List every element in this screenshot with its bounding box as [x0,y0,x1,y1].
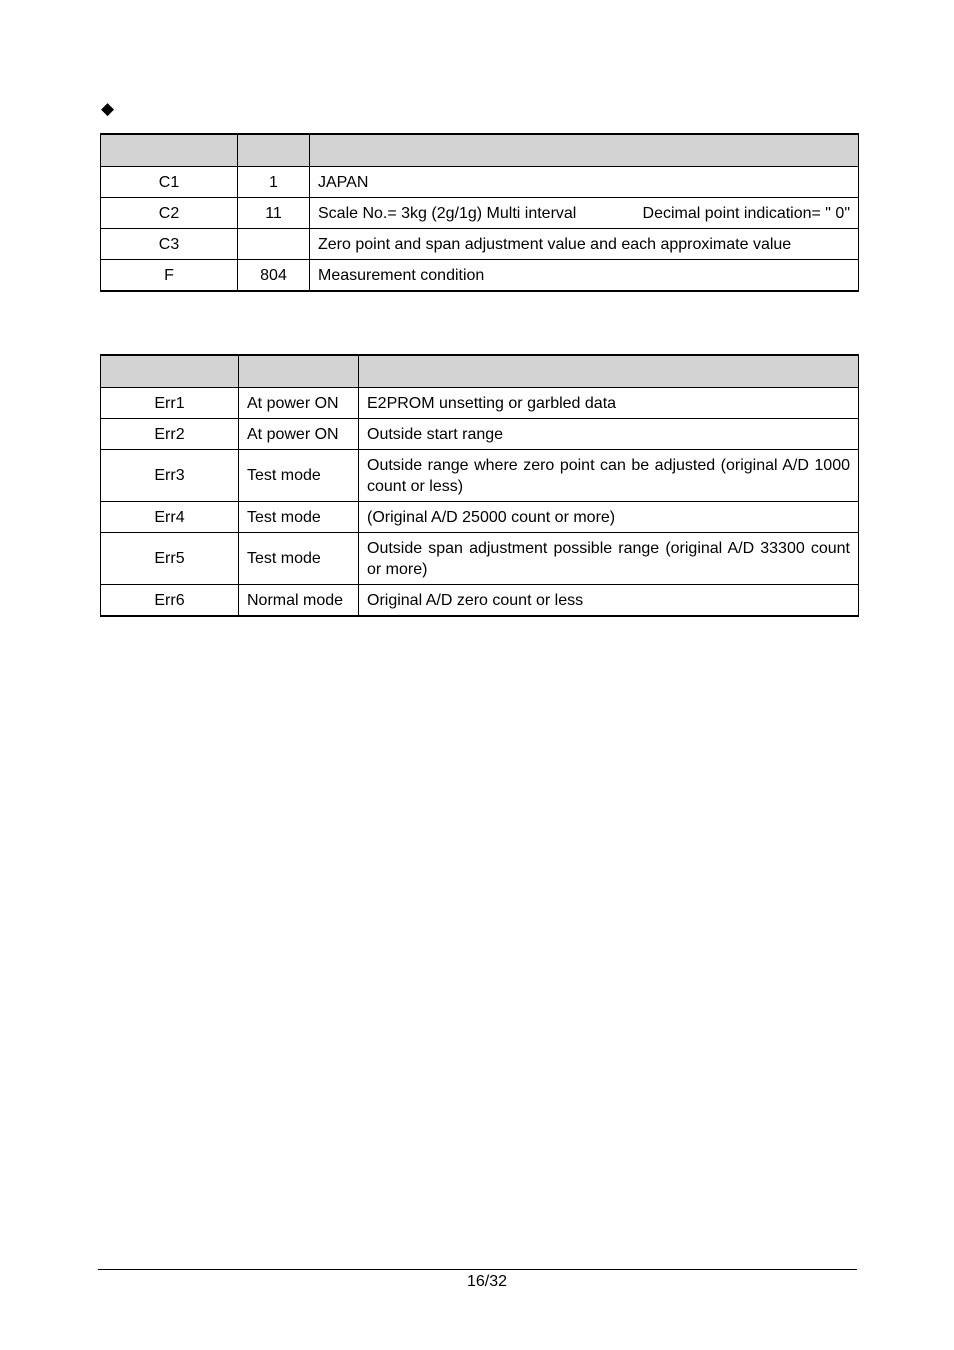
error-description: Outside range where zero point can be adjusted (original A/D 1000 count or less) [359,450,859,502]
error-code: Err3 [101,450,239,502]
setting-description: Measurement condition [310,260,859,292]
setting-table [100,133,859,292]
setting-header-code [101,134,238,167]
table-row [101,198,859,229]
setting-header-value [238,134,310,167]
setting-description: Scale No.= 3kg (2g/1g) Multi interval [318,204,577,222]
setting-header-description [310,134,859,167]
footer-divider [98,1269,857,1270]
setting-code: F [101,260,238,292]
table-row [101,167,859,198]
setting-code: C2 [101,198,238,229]
table-row [101,229,859,260]
table-row [101,419,859,450]
error-table-header [101,355,859,388]
error-code: Err4 [101,502,239,533]
error-mode: At power ON [239,388,359,419]
error-code: Err5 [101,533,239,585]
error-mode: At power ON [239,419,359,450]
setting-code: C1 [101,167,238,198]
error-description: Original A/D zero count or less [359,585,859,617]
setting-value: 1 [238,167,310,198]
diamond-bullet-icon: ◆ [101,99,115,119]
table-row [101,260,859,292]
setting-description: Zero point and span adjustment value and each approximate value [310,229,859,260]
setting-value: 11 [238,198,310,229]
error-header-code [101,355,239,388]
setting-description-cell [310,198,859,229]
error-description: Outside start range [359,419,859,450]
error-description: E2PROM unsetting or garbled data [359,388,859,419]
table-row [101,585,859,617]
error-code: Err2 [101,419,239,450]
setting-table-header [101,134,859,167]
table-row [101,388,859,419]
error-mode: Test mode [239,533,359,585]
setting-description-extra: Decimal point indication= " 0" [642,204,850,222]
error-table [100,354,859,617]
error-code: Err6 [101,585,239,617]
table-row [101,502,859,533]
error-header-mode [239,355,359,388]
setting-value [238,229,310,260]
setting-value: 804 [238,260,310,292]
error-mode: Test mode [239,502,359,533]
error-mode: Test mode [239,450,359,502]
error-code: Err1 [101,388,239,419]
error-description: Outside span adjustment possible range (original A/D 33300 count or more) [359,533,859,585]
table-row [101,450,859,502]
page-number: 16/32 [466,1273,508,1290]
setting-code: C3 [101,229,238,260]
error-mode: Normal mode [239,585,359,617]
setting-description: JAPAN [310,167,859,198]
error-header-description [359,355,859,388]
table-row [101,533,859,585]
error-description: (Original A/D 25000 count or more) [359,502,859,533]
